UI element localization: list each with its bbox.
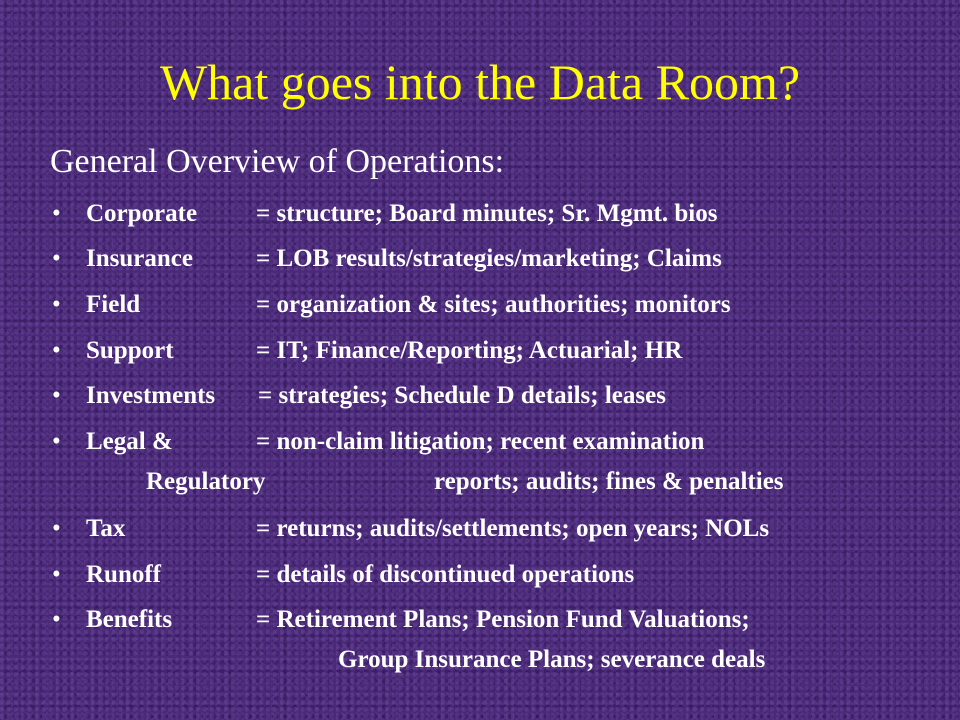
item-term-continuation: Regulatory — [146, 468, 266, 495]
bullet-icon: • — [52, 200, 61, 227]
item-description: = details of discontinued operations — [256, 561, 635, 588]
item-term: Legal & — [86, 428, 173, 455]
item-term: Corporate — [86, 200, 198, 227]
item-term: Field — [86, 291, 141, 318]
item-description-continuation: reports; audits; fines & penalties — [434, 468, 784, 495]
item-description: = IT; Finance/Reporting; Actuarial; HR — [256, 337, 683, 364]
bullet-icon: • — [52, 515, 61, 542]
item-description: = structure; Board minutes; Sr. Mgmt. bios — [256, 200, 718, 227]
bullet-icon: • — [52, 428, 61, 455]
item-term: Insurance — [86, 245, 193, 272]
slide-subtitle: General Overview of Operations: — [50, 143, 505, 180]
item-description: = Retirement Plans; Pension Fund Valuations; — [256, 606, 750, 633]
bullet-icon: • — [52, 245, 61, 272]
item-description: = non-claim litigation; recent examination — [256, 428, 705, 455]
bullet-icon: • — [52, 606, 61, 633]
item-description: = strategies; Schedule D details; leases — [258, 382, 666, 409]
slide-title: What goes into the Data Room? — [159, 54, 801, 110]
item-description: = LOB results/strategies/marketing; Claims — [256, 245, 722, 272]
bullet-icon: • — [52, 337, 61, 364]
item-term: Investments — [86, 382, 216, 409]
item-term: Runoff — [86, 561, 162, 588]
item-description-continuation: Group Insurance Plans; severance deals — [338, 646, 766, 673]
item-term: Benefits — [86, 606, 173, 633]
item-term: Tax — [86, 515, 126, 542]
bullet-icon: • — [52, 291, 61, 318]
bullet-icon: • — [52, 561, 61, 588]
item-description: = returns; audits/settlements; open years; NOLs — [256, 515, 770, 542]
item-description: = organization & sites; authorities; monitors — [256, 291, 731, 318]
item-term: Support — [86, 337, 174, 364]
bullet-icon: • — [52, 382, 61, 409]
